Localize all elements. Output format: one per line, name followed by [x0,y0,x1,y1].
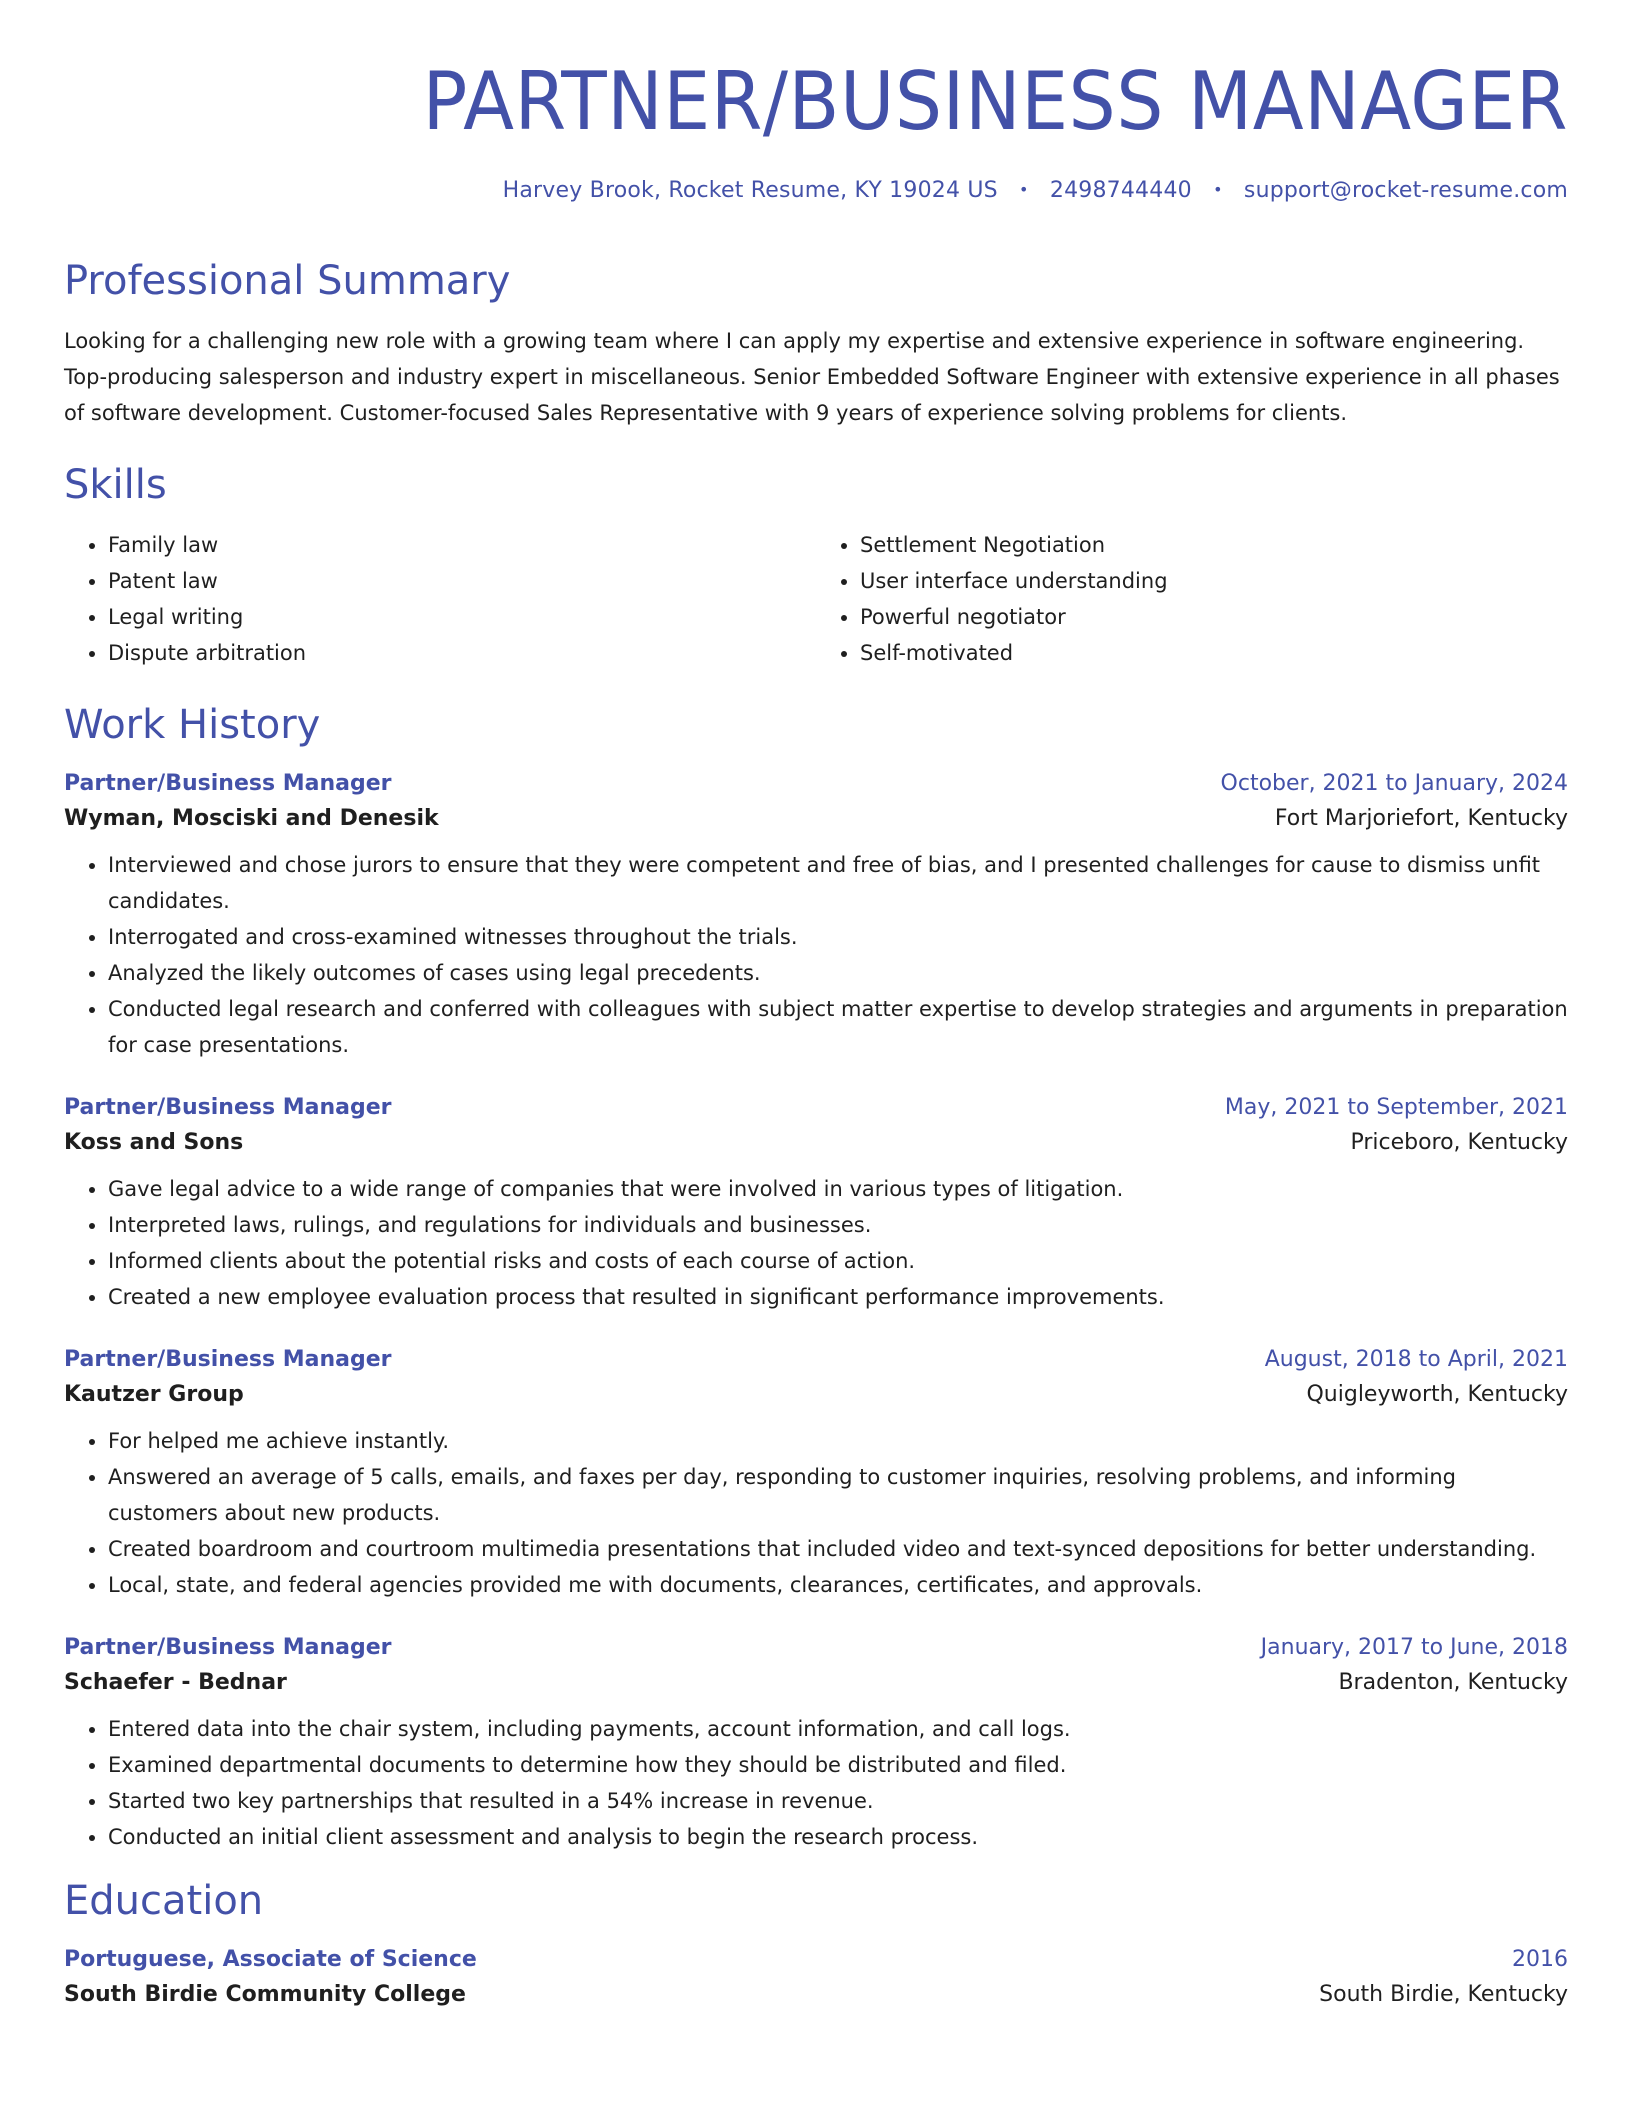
skill-item: • Dispute arbitration [108,635,816,671]
contact-separator: • [1213,180,1223,199]
job-bullet: • Interviewed and chose jurors to ensure that they were competent and free of bias, and I presented challenges for cause to dismiss unfit candidates. [108,847,1568,919]
job-dates: August, 2018 to April, 2021 [1264,1347,1568,1372]
job-dates: October, 2021 to January, 2024 [1220,771,1568,796]
skill-item: • Patent law [108,563,816,599]
resume-name: PARTNER/BUSINESS MANAGER [422,55,1569,148]
job-entry [64,1635,1568,1855]
job-title: Partner/Business Manager [64,1635,392,1660]
skills-list [64,527,1568,671]
contact-address: Harvey Brook, Rocket Resume, KY 19024 US [502,178,998,203]
job-bullet: • For helped me achieve instantly. [108,1423,1568,1459]
job-bullets [64,1711,1568,1855]
education-entry [64,1947,1568,2007]
job-bullet: • Conducted an initial client assessment and analysis to begin the research process. [108,1819,1568,1855]
skill-item: • Settlement Negotiation [860,527,1568,563]
job-bullet: • Interrogated and cross-examined witnesses throughout the trials. [108,919,1568,955]
job-bullet: • Analyzed the likely outcomes of cases using legal precedents. [108,955,1568,991]
resume-page [64,0,1568,2007]
job-location: Bradenton, Kentucky [1338,1670,1568,1695]
job-bullets [64,1423,1568,1603]
skills-heading: Skills [64,462,167,508]
job-bullet: • Started two key partnerships that resulted in a 54% increase in revenue. [108,1783,1568,1819]
job-company: Kautzer Group [64,1382,244,1407]
job-bullet: • Examined departmental documents to determine how they should be distributed and filed. [108,1747,1568,1783]
work-history-heading: Work History [64,702,321,748]
job-bullet: • Created a new employee evaluation process that resulted in significant performance improvements. [108,1279,1568,1315]
job-bullets [64,1171,1568,1315]
contact-line [64,178,1568,203]
job-company: Wyman, Mosciski and Denesik [64,806,439,831]
job-title: Partner/Business Manager [64,771,392,796]
job-entry [64,1095,1568,1315]
job-bullets [64,847,1568,1063]
job-company: Schaefer - Bednar [64,1670,287,1695]
job-location: Quigleyworth, Kentucky [1306,1382,1568,1407]
skill-item: • Powerful negotiator [860,599,1568,635]
education-degree: Portuguese, Associate of Science [64,1947,477,1972]
skill-item: • Legal writing [108,599,816,635]
skill-item: • Self-motivated [860,635,1568,671]
job-bullet: • Informed clients about the potential risks and costs of each course of action. [108,1243,1568,1279]
education-school: South Birdie Community College [64,1982,466,2007]
contact-phone: 2498744440 [1049,178,1192,203]
summary-text: Looking for a challenging new role with a growing team where I can apply my expertise and extensive experience in software engineering. Top-producing salesperson and industry expert in miscellaneous. Senior Embedded Software Engineer with extensive experience in all phases of software development. Customer-focused Sales Representative with 9 years of experience solving problems for clients. [64,329,1560,425]
job-bullet: • Answered an average of 5 calls, emails, and faxes per day, responding to customer inquiries, resolving problems, and informing customers about new products. [108,1459,1568,1531]
job-title: Partner/Business Manager [64,1095,392,1120]
job-location: Fort Marjoriefort, Kentucky [1274,806,1568,831]
skills-column-left [64,527,816,671]
job-dates: January, 2017 to June, 2018 [1260,1635,1568,1660]
summary-heading: Professional Summary [64,258,511,304]
skills-column-right [816,527,1568,671]
contact-email: support@rocket-resume.com [1243,178,1568,203]
job-title: Partner/Business Manager [64,1347,392,1372]
job-bullet: • Interpreted laws, rulings, and regulations for individuals and businesses. [108,1207,1568,1243]
education-year: 2016 [1512,1947,1568,1972]
job-bullet: • Conducted legal research and conferred with colleagues with subject matter expertise to develop strategies and arguments in preparation for case presentations. [108,991,1568,1063]
contact-separator: • [1019,180,1029,199]
skill-item: • Family law [108,527,816,563]
job-bullet: • Gave legal advice to a wide range of companies that were involved in various types of litigation. [108,1171,1568,1207]
job-entry [64,771,1568,1063]
job-bullet: • Created boardroom and courtroom multimedia presentations that included video and text-synced depositions for better understanding. [108,1531,1568,1567]
job-company: Koss and Sons [64,1130,244,1155]
job-location: Priceboro, Kentucky [1350,1130,1568,1155]
skill-item: • User interface understanding [860,563,1568,599]
education-location: South Birdie, Kentucky [1319,1982,1568,2007]
job-bullet: • Local, state, and federal agencies provided me with documents, clearances, certificates, and approvals. [108,1567,1568,1603]
job-bullet: • Entered data into the chair system, including payments, account information, and call logs. [108,1711,1568,1747]
education-heading: Education [64,1878,264,1924]
job-dates: May, 2021 to September, 2021 [1224,1095,1568,1120]
job-entry [64,1347,1568,1603]
